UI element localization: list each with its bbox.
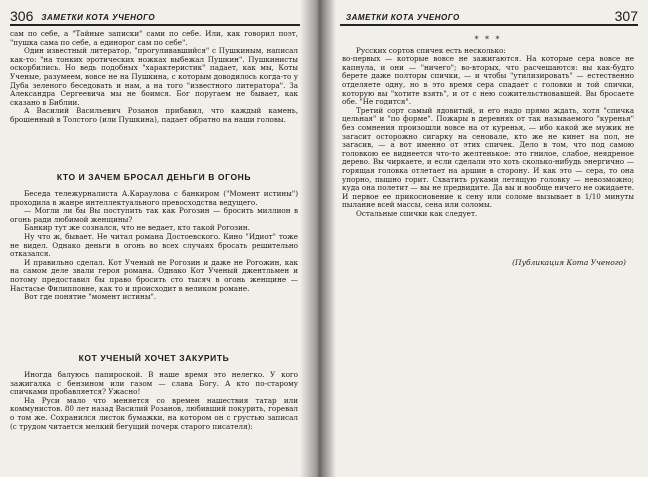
section-smoke-text [10, 371, 298, 431]
paragraph: И правильно сделал. Кот Ученый не Рогозин и даже не Рогожин, как на самом деле звали героя романа. Однако Кот Ученый джентльмен и потому предоставил бы право бросить сто тысяч в огонь женщине — Настасье Филипповне, как то и происходит в великом романе. [10, 257, 298, 293]
paragraph: — Могли ли бы Вы поступить так как Рогозин — бросить миллион в огонь ради любимой женщины? [10, 206, 298, 224]
section-title-smoke: КОТ УЧЕНЫЙ ХОЧЕТ ЗАКУРИТЬ [78, 353, 230, 363]
left-intro-text [10, 30, 298, 125]
paragraph: Один известный литератор, "прогуливавшийся" с Пушкиным, написал как-то: "на тонких эротических ножках выбежал Пушкин". Пушкинисты оскорбились. Но ведь подобных "характеристик" падает, как мы, Коты Ученые, разумеем, вовсе не на Пушкина, с которым доводилось когда-то у Дуба зеленого беседовать и нам, а на того "известного литератора". За Александра Сергеевича мы не боимся. Бог поругаем не бывает, как сказано в Библии. [10, 46, 298, 107]
paragraph: Вот где понятие "момент истины". [24, 292, 157, 302]
right-running-head: ЗАМЕТКИ КОТА УЧЕНОГО [346, 13, 460, 22]
right-page-number: 307 [614, 8, 638, 24]
left-page [0, 0, 318, 477]
left-running-header [10, 6, 300, 26]
paragraph: сам по себе, а "Тайные записки" сами по себе. Или, как говорил поэт, "пушка сама по себе, а единорог сам по себе". [10, 29, 298, 47]
right-page [322, 0, 648, 477]
left-running-head: ЗАМЕТКИ КОТА УЧЕНОГО [41, 13, 156, 22]
section-break-stars: * * * [474, 35, 502, 44]
paragraph: Третий сорт самый ядовитый, и его надо прямо ждать, хотя "спичка цельная" и "по форме". Пожары в деревнях от так называемого "куренья" без сомнения произошли вовсе на от куренья, — ибо какой же мужик не загасит осторожно сигарку на сеновале, кто же не кинет на пол, не загасив, — а вот именно от этих спичек. Дело в том, что под самою головкою ее виднеется что-то желтенькое: это гнилое, слабое, неядреное дерево. Вы чиркаете, и если сделали это хоть сколько-нибудь энергично — горящая головка отлетает на аршин в сторону. И как это — сера, то она упорно, пышно горит. Схватить руками летящую головку — невозможно; куда она полетит — вы не предвидите. Да вы и вообще ничего не ожидаете. И первое ее прикосновение к сену или соломе вызывает в 1/10 минуты пылание всей массы, сена или соломы. [342, 105, 634, 210]
paragraph: Иногда балуюсь папироской. В наше время это нелегко. У кого зажигалка с бензином или газом — слава Богу. А кто по-старому спичками пробавляется? Ужасно! [10, 370, 298, 397]
paragraph: Беседа тележурналиста А.Караулова с банкиром ("Момент истины") проходила в жанре интеллектуального превосходства ведущего. [10, 189, 298, 207]
paragraph: Остальные спички как следует. [356, 208, 478, 218]
paragraph: А Василий Васильевич Розанов прибавил, что каждый камень, брошенный в Толстого (или Пушкина), падает обратно на наши головы. [10, 106, 298, 124]
section-money-fire-text [10, 190, 298, 302]
paragraph: во-первых — которые вовсе не зажигаются. На которые сера вовсе не капнула, и они — "ничего"; во-вторых, что расчешаются: вы как-будто берете даже полторы спички, — и чтобы "утилизировать" — естественно отделяете одну, но в это время сера спадает с головки и той спички, которую вы "хотите взять", и от с нею сожительствовавшей. Вы бросаете обе. "Не годится". [342, 54, 634, 107]
book-gutter-shadow [300, 0, 336, 477]
paragraph: На Руси мало что меняется со времен нашествия татар или коммунистов. 80 лет назад Василий Розанов, любивший покурить, горевал о том же. Сохранился листок бумажки, на котором он с грустью записал (с трудом читается мелкий бегущий почерк старого писателя): [10, 395, 298, 431]
right-body-text [342, 36, 634, 218]
left-page-number: 306 [10, 8, 34, 24]
paragraph: Ну что ж, бывает. Не читал романа Достоевского. Кино "Идиот" тоже не видел. Однако деньги в огонь во всех случаях бросать решительно отказался. [10, 231, 298, 259]
section-title-money-fire: КТО И ЗАЧЕМ БРОСАЛ ДЕНЬГИ В ОГОНЬ [56, 172, 252, 182]
paragraph: Банкир тут же сознался, что не ведает, кто такой Рогозин. [24, 223, 250, 233]
right-running-header [340, 6, 638, 26]
publication-credit: (Публикация Кота Ученого) [512, 258, 626, 267]
paragraph: Русских сортов спичек есть несколько: [356, 45, 506, 55]
